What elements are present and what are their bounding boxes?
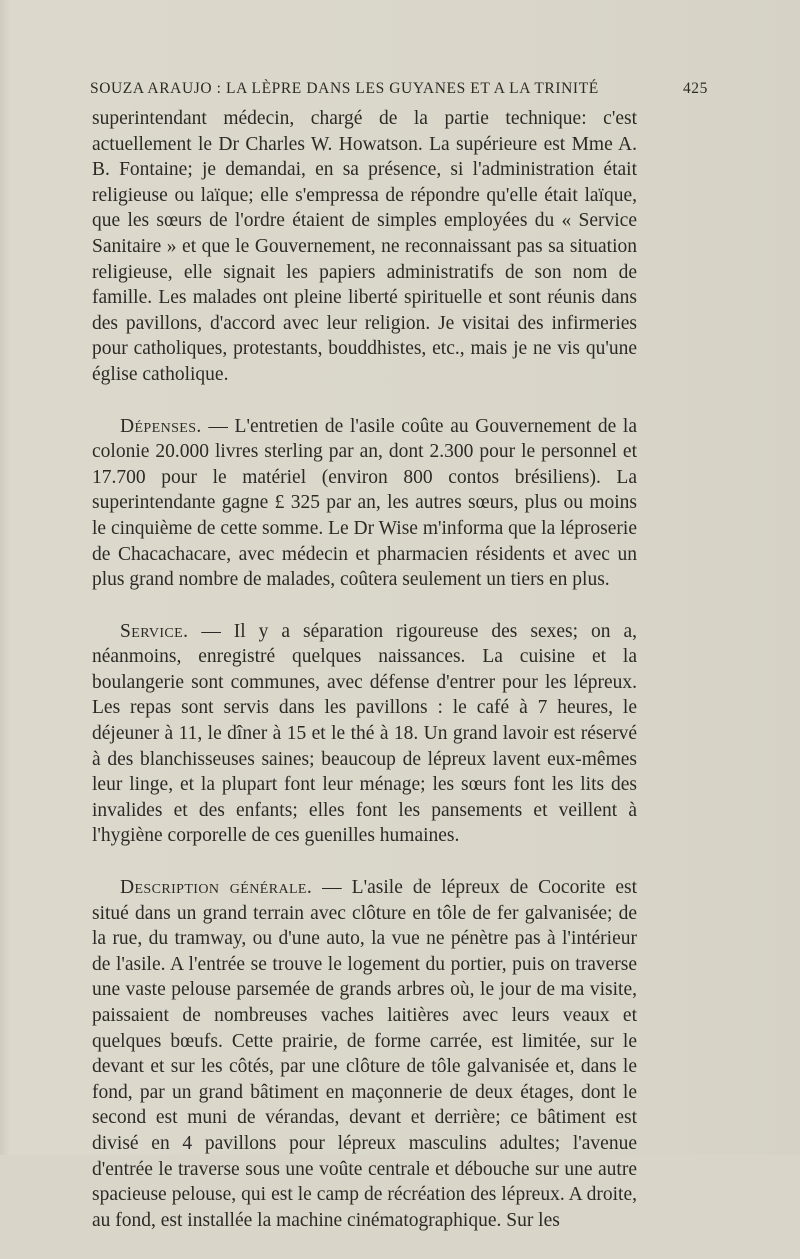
paragraph-text: superintendant médecin, chargé de la partie technique: c'est actuellement le Dr Charles W. Howatson. La supérieure est Mme A. B. Fontaine; je demandai, en sa présence, si l'administration était religieuse ou laïque; elle s'empressa de répondre qu'elle était laïque, que les sœurs de l'ordre étaient de simples employées du « Service Sanitaire » et que le Gouvernement, ne reconnaissant pas sa situation religieuse, elle signait les papiers administratifs de son nom de famille. Les malades ont pleine liberté spirituelle et sont réunis dans des pavillons, d'accord avec leur religion. Je visitai des infirmeries pour catholiques, protestants, bouddhistes, etc., mais je ne vis qu'une église catholique. <box>92 108 637 385</box>
body-text <box>92 106 637 1259</box>
paragraph-text: — Il y a séparation rigoureuse des sexes; on a, néanmoins, enregistré quelques naissances. La cuisine et la boulangerie sont communes, avec défense d'entrer pour les lépreux. Les repas sont servis dans les pavillons : le café à 7 heures, le déjeuner à 11, le dîner à 15 et le thé à 18. Un grand lavoir est réservé à des blanchisseuses saines; beaucoup de lépreux lavent eux-mêmes leur linge, et la plupart font leur ménage; les sœurs font les lits des invalides et des enfants; elles font les pansements et veillent à l'hygiène corporelle de ces guenilles humaines. <box>92 620 637 847</box>
running-title: SOUZA ARAUJO : LA LÈPRE DANS LES GUYANES ET A LA TRINITÉ <box>90 80 599 97</box>
section-heading: Description générale. <box>120 877 313 899</box>
paragraph <box>92 875 637 1233</box>
paragraph-text: — L'entretien de l'asile coûte au Gouvernement de la colonie 20.000 livres sterling par an, dont 2.300 pour le personnel et 17.700 pour le matériel (environ 800 contos brésiliens). La superintendante gagne £ 325 par an, les autres sœurs, plus ou moins le cinquième de cette somme. Le Dr Wise m'informa que la léproserie de Chacachacare, avec médecin et pharmacien résidents et avec un plus grand nombre de malades, coûtera seulement un tiers en plus. <box>92 415 637 591</box>
section-heading: Service. <box>120 620 189 642</box>
paragraph <box>92 619 637 849</box>
paragraph-text: — L'asile de lépreux de Cocorite est situé dans un grand terrain avec clôture en tôle de fer galvanisée; de la rue, du tramway, ou d'une auto, la vue ne pénètre pas à l'intérieur de l'asile. A l'entrée se trouve le logement du portier, puis on traverse une vaste pelouse parsemée de grands arbres où, le jour de ma visite, paissaient de nombreuses vaches laitières avec leurs veaux et quelques bœufs. Cette prairie, de forme carrée, est limitée, sur le devant et sur les côtés, par une clôture de tôle galvanisée et, dans le fond, par un grand bâtiment en maçonnerie de deux étages, dont le second est muni de vérandas, devant et derrière; ce bâtiment est divisé en 4 pavillons pour lépreux masculins adultes; l'avenue d'entrée le traverse sous une voûte centrale et débouche sur une autre spacieuse pelouse, qui est le camp de récréation des lépreux. A droite, au fond, est installée la machine cinématographique. Sur les <box>92 877 637 1231</box>
running-header <box>90 80 708 98</box>
paragraph <box>92 414 637 593</box>
page-number: 425 <box>682 80 708 97</box>
paragraph <box>92 106 637 388</box>
section-heading: Dépenses. <box>120 415 202 437</box>
